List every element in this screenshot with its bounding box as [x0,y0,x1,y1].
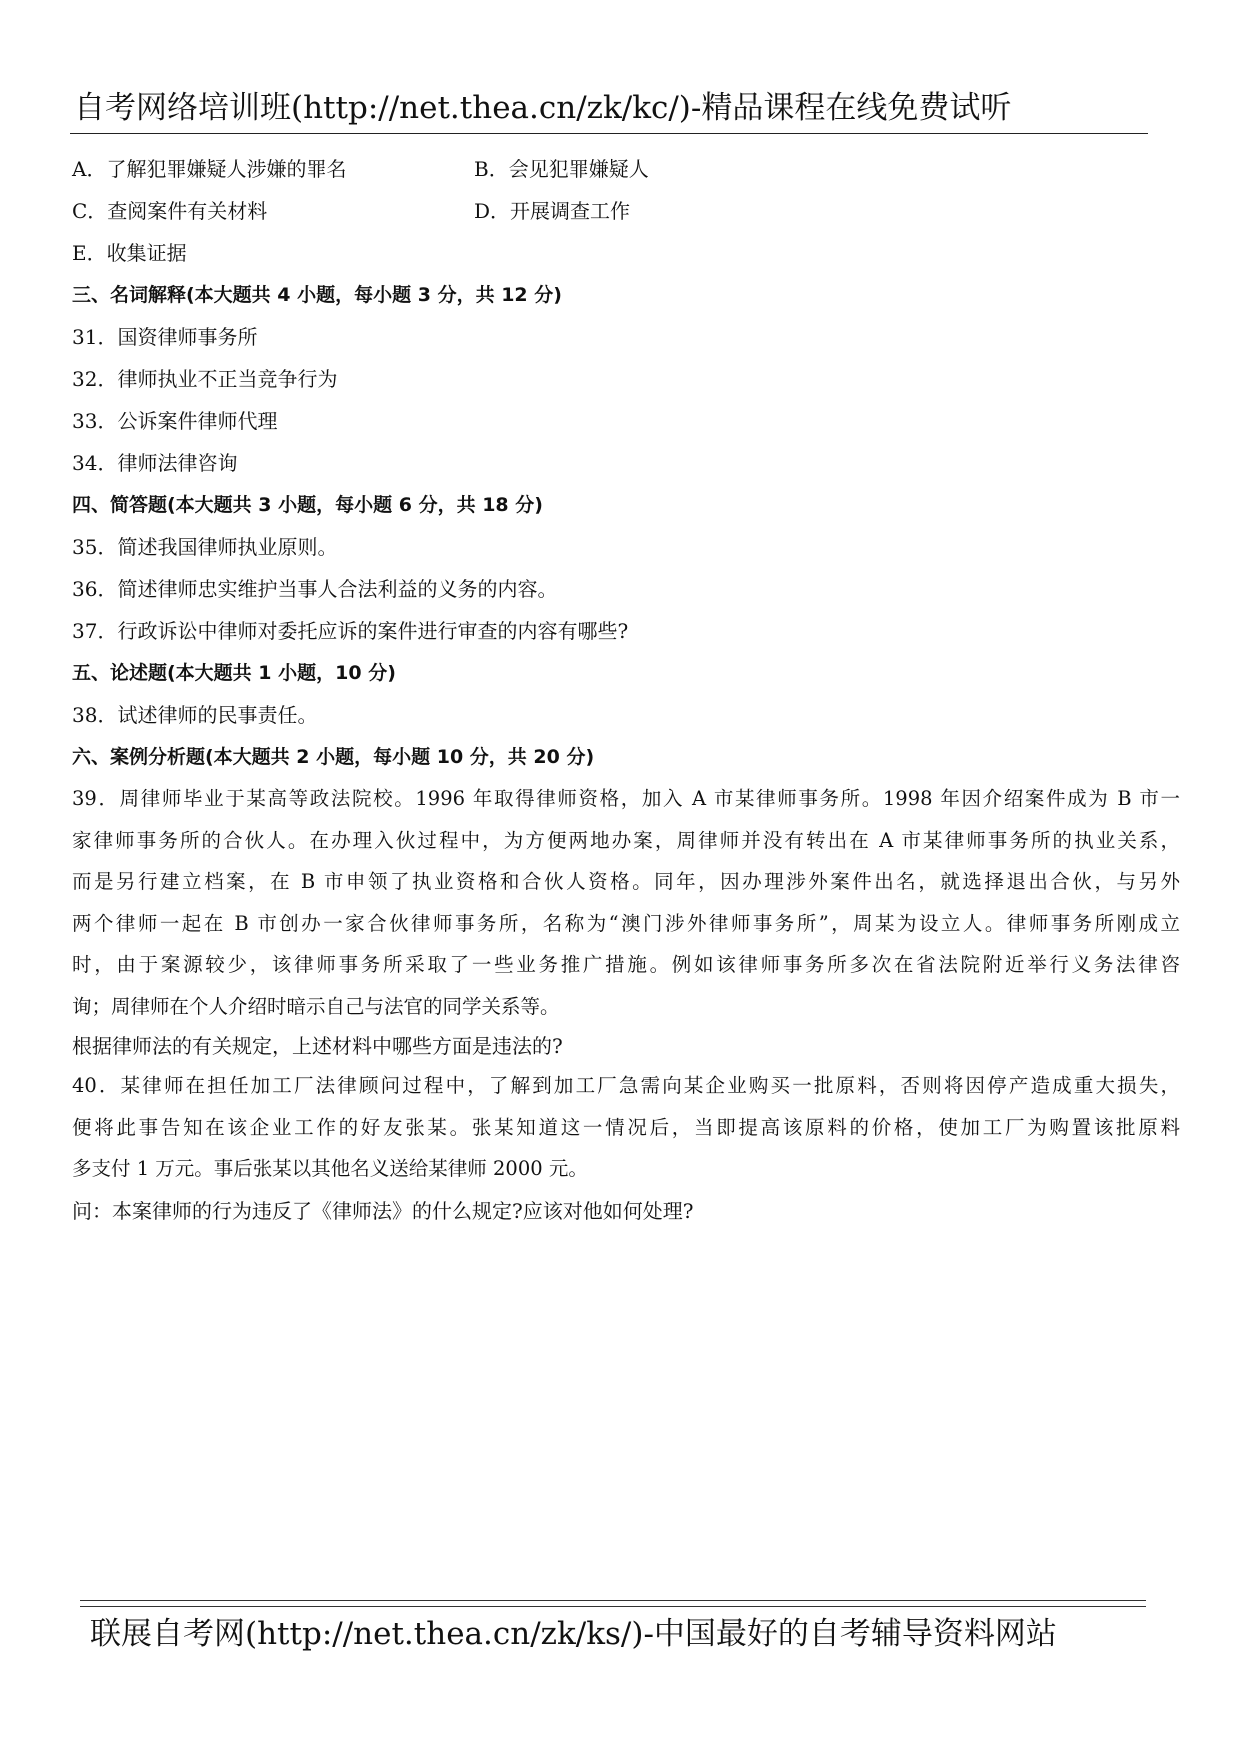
question-item: 38．试述律师的民事责任。 [72,703,318,727]
question-item: 32．律师执业不正当竞争行为 [72,367,338,391]
header-divider [70,133,1148,134]
section-heading-6: 六、案例分析题(本大题共 2 小题，每小题 10 分，共 20 分) [72,746,595,768]
case-39-line: 询；周律师在个人介绍时暗示自己与法官的同学关系等。 [72,994,560,1018]
section-heading-3: 三、名词解释(本大题共 4 小题，每小题 3 分，共 12 分) [72,284,562,306]
case-39-line: 时，由于案源较少，该律师事务所采取了一些业务推广措施。例如该律师事务所多次在省法院附近举行义务法律咨 [72,953,1180,976]
case-40-line: 便将此事告知在该企业工作的好友张某。张某知道这一情况后，当即提高该原料的价格，使加工厂为购置该批原料 [72,1115,1180,1139]
case-40-line: 40．某律师在担任加工厂法律顾问过程中，了解到加工厂急需向某企业购买一批原料，否则将因停产造成重大损失， [72,1074,1180,1097]
case-39-question: 根据律师法的有关规定，上述材料中哪些方面是违法的? [72,1034,563,1058]
question-item: 35．简述我国律师执业原则。 [72,535,338,559]
question-item: 34．律师法律咨询 [72,451,238,475]
page-header: 自考网络培训班(http://net.thea.cn/zk/kc/)-精品课程在线免费试听 [74,90,1012,126]
question-item: 37．行政诉讼中律师对委托应诉的案件进行审查的内容有哪些? [72,619,629,643]
option-c: C．查阅案件有关材料 [72,199,268,223]
case-40-line: 多支付 1 万元。事后张某以其他名义送给某律师 2000 元。 [72,1157,588,1180]
footer-divider [80,1600,1146,1607]
section-heading-5: 五、论述题(本大题共 1 小题，10 分) [72,662,396,684]
question-item: 31．国资律师事务所 [72,325,258,349]
options-row-ab [72,148,1180,190]
page-footer: 联展自考网(http://net.thea.cn/zk/ks/)-中国最好的自考辅导资料网站 [90,1616,1057,1652]
option-b: B．会见犯罪嫌疑人 [474,157,649,181]
option-a: A．了解犯罪嫌疑人涉嫌的罪名 [72,157,347,181]
option-d: D．开展调查工作 [474,199,631,223]
question-item: 36．简述律师忠实维护当事人合法利益的义务的内容。 [72,577,558,601]
case-40-question: 问：本案律师的行为违反了《律师法》的什么规定?应该对他如何处理? [72,1198,694,1223]
document-body [72,148,1180,1232]
case-39-line: 39．周律师毕业于某高等政法院校。1996 年取得律师资格，加入 A 市某律师事务所。1998 年因介绍案件成为 B 市一 [72,787,1180,810]
case-39-line: 家律师事务所的合伙人。在办理入伙过程中，为方便两地办案，周律师并没有转出在 A 市某律师事务所的执业关系， [72,828,1180,852]
case-39-line: 而是另行建立档案，在 B 市申领了执业资格和合伙人资格。同年，因办理涉外案件出名，就选择退出合伙，与另外 [72,870,1180,893]
case-39-paragraph [72,778,1180,1027]
option-e: E．收集证据 [72,241,187,265]
case-40-paragraph [72,1065,1180,1190]
question-item: 33．公诉案件律师代理 [72,409,278,433]
case-39-line: 两个律师一起在 B 市创办一家合伙律师事务所，名称为“澳门涉外律师事务所”，周某为设立人。律师事务所刚成立 [72,911,1180,935]
options-row-cd [72,190,1180,232]
section-heading-4: 四、简答题(本大题共 3 小题，每小题 6 分，共 18 分) [72,494,543,516]
